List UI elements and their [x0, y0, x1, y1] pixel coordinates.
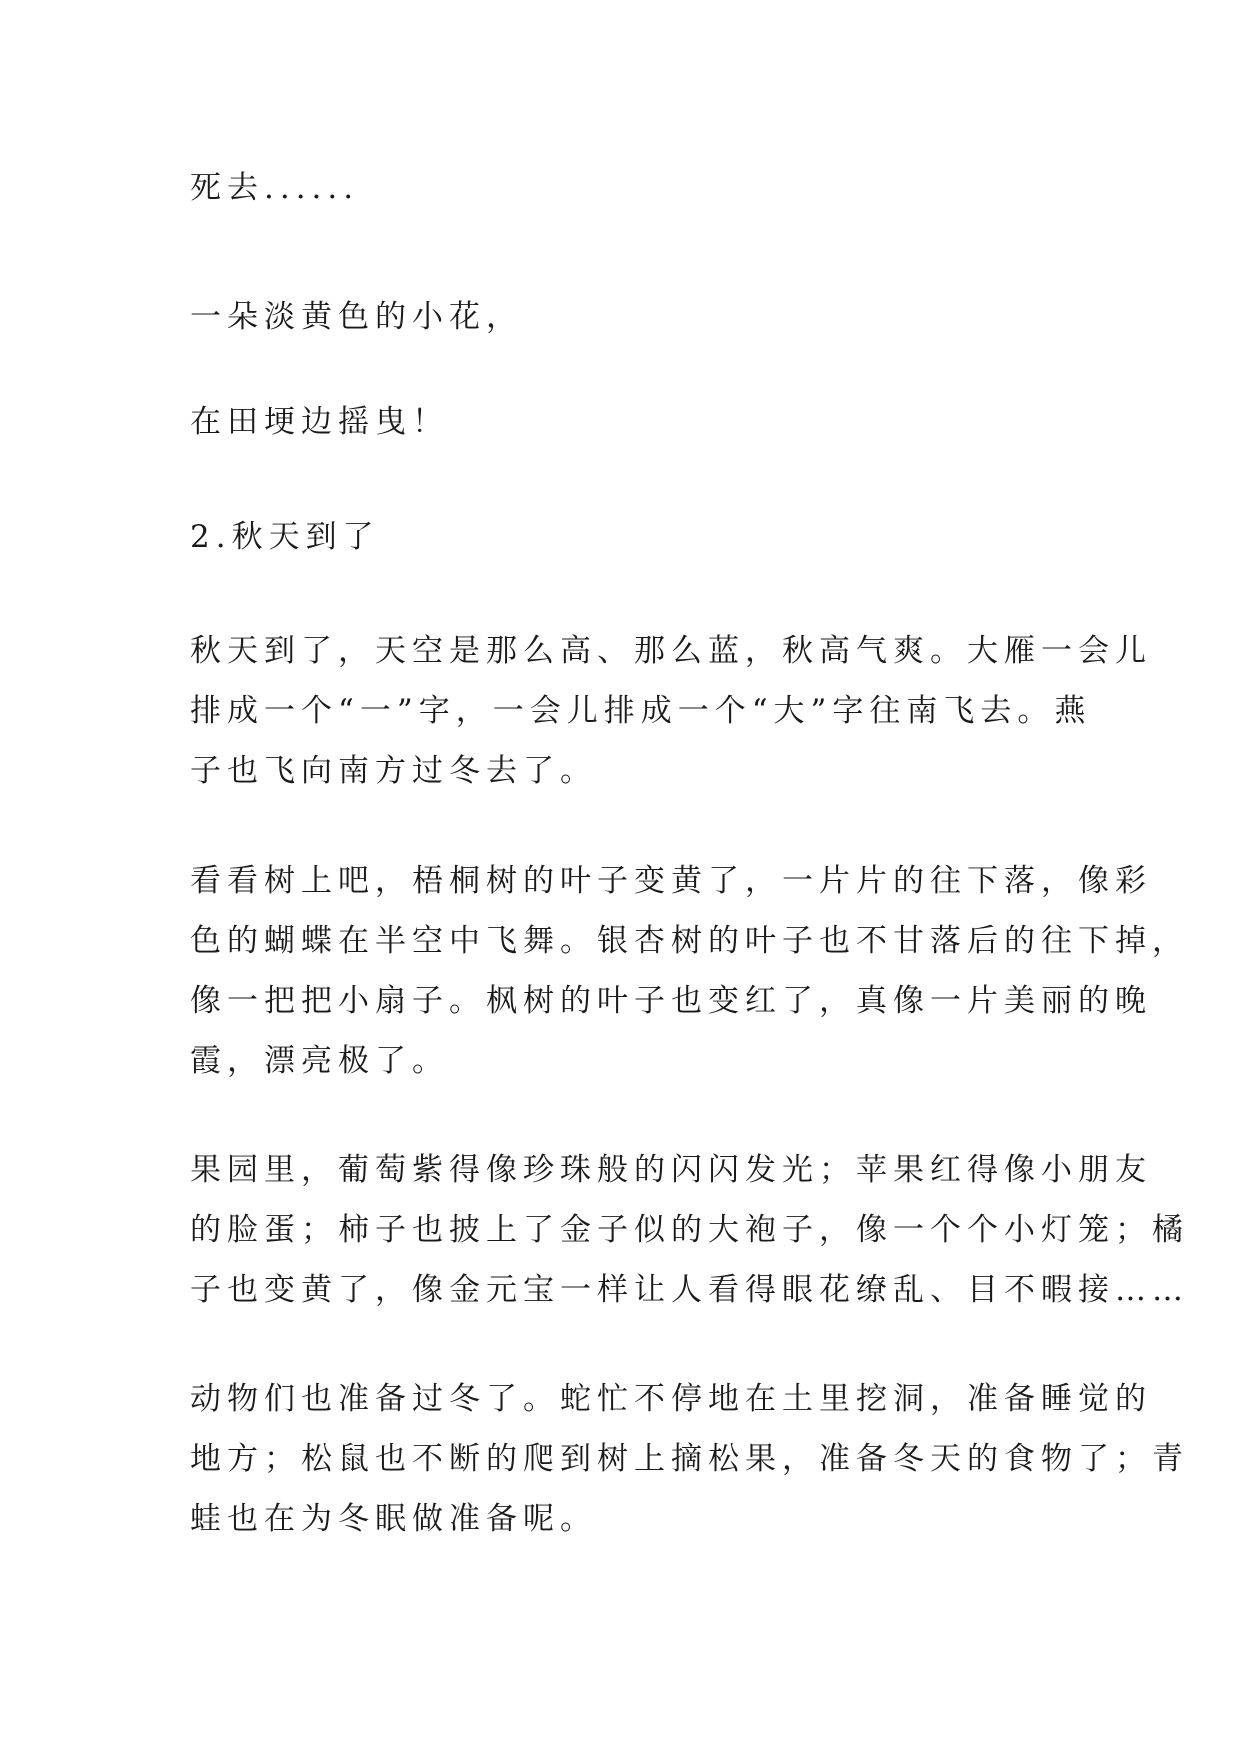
text-line: 色的蝴蝶在半空中飞舞。银杏树的叶子也不甘落后的往下掉，	[190, 923, 1189, 959]
text-line: 果园里，葡萄紫得像珍珠般的闪闪发光；苹果红得像小朋友	[190, 1152, 1152, 1188]
text-line: 在田埂边摇曳！	[190, 404, 449, 440]
paragraph-ellipsis-fragment	[190, 158, 1060, 218]
text-line: 子也变黄了，像金元宝一样让人看得眼花缭乱、目不暇接……	[190, 1272, 1189, 1308]
text-line: 子也飞向南方过冬去了。	[190, 753, 597, 789]
text-line: 像一把把小扇子。枫树的叶子也变红了，真像一片美丽的晚	[190, 983, 1152, 1019]
text-line: 看看树上吧，梧桐树的叶子变黄了，一片片的往下落，像彩	[190, 863, 1152, 899]
paragraph-orchard	[190, 1140, 1189, 1320]
text-line: 排成一个“一”字，一会儿排成一个“大”字往南飞去。燕	[190, 693, 1092, 729]
paragraph-flower	[190, 287, 1060, 347]
text-line: 动物们也准备过冬了。蛇忙不停地在土里挖洞，准备睡觉的	[190, 1381, 1152, 1417]
text-line: 一朵淡黄色的小花，	[190, 299, 523, 335]
heading-text: 2.秋天到了	[190, 519, 380, 555]
paragraph-trees	[190, 851, 1189, 1091]
text-line: 死去......	[190, 170, 360, 206]
text-line: 秋天到了，天空是那么高、那么蓝，秋高气爽。大雁一会儿	[190, 633, 1152, 669]
text-line: 蛙也在为冬眠做准备呢。	[190, 1501, 597, 1537]
paragraph-animals	[190, 1369, 1189, 1549]
text-line: 的脸蛋；柿子也披上了金子似的大袍子，像一个个小灯笼；橘	[190, 1212, 1189, 1248]
text-line: 霞，漂亮极了。	[190, 1043, 449, 1079]
paragraph-sway	[190, 392, 1060, 452]
paragraph-autumn-arrives	[190, 621, 1152, 801]
text-line: 地方；松鼠也不断的爬到树上摘松果，准备冬天的食物了；青	[190, 1441, 1189, 1477]
section-heading	[190, 507, 1060, 567]
